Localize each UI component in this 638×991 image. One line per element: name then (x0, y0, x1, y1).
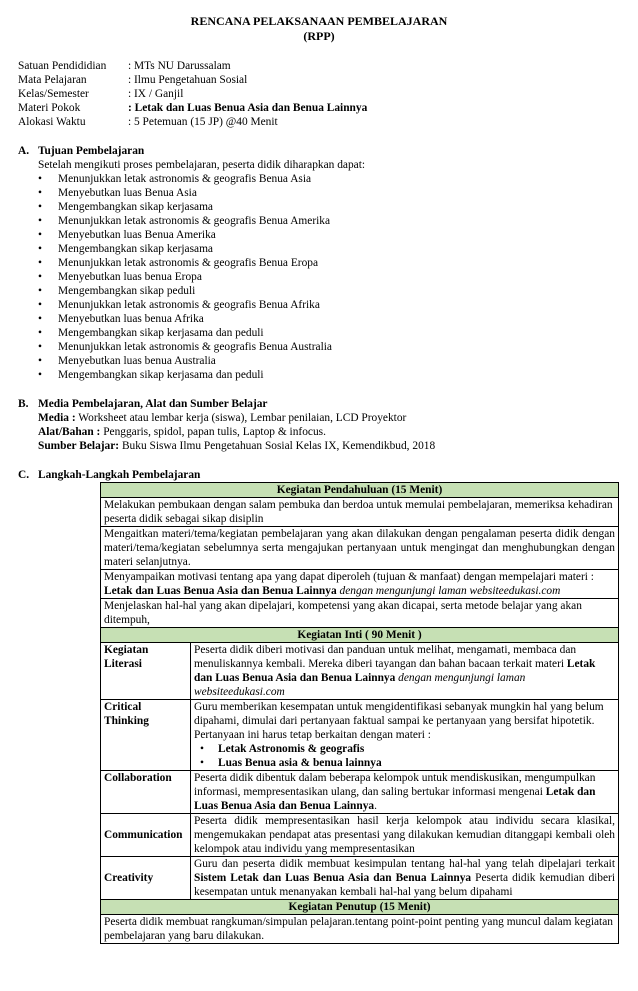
cell-text: Guru dan peserta didik membuat kesimpulan tentang hal-hal yang telah dipelajari terkait (194, 858, 615, 870)
media-label: Media : (38, 412, 76, 424)
sumber-label: Sumber Belajar: (38, 440, 120, 452)
cell-text: Peserta didik diberi motivasi dan panduan untuk melihat, mengamati, membaca dan menuliskannya kembali. Mereka diberi tayangan dan bahan bacaan terkait materi (194, 644, 577, 670)
table-row (101, 900, 619, 915)
info-value: : 5 Petemuan (15 JP) @40 Menit (128, 116, 278, 128)
info-row (18, 101, 620, 115)
list-item: • Menyebutkan luas benua Afrika (58, 312, 620, 326)
info-label: Satuan Pendididian (18, 60, 107, 72)
list-item: • Mengembangkan sikap kerjasama dan peduli (58, 368, 620, 382)
table-row (101, 628, 619, 643)
cell-text: Guru memberikan kesempatan untuk mengidentifikasi sebanyak mungkin hal yang belum dipahami, dimulai dari pertanyaan faktual sampai ke pertanyaan yang bersifat hipotetik. Pertanyaan ini harus tetap berkaitan dengan materi : (194, 701, 604, 741)
cell-topic: Letak dan Luas Benua Asia dan Benua Lainnya (194, 786, 596, 812)
list-item: • Menyebutkan luas benua Eropa (58, 270, 620, 284)
label-line: Kegiatan (104, 644, 149, 656)
list-item: • Menyebutkan luas Benua Asia (58, 186, 620, 200)
table-cell: Mengaitkan materi/tema/kegiatan pembelajaran yang akan dilakukan dengan pengalaman peserta didik dengan materi/tema/kegiatan sebelumnya serta mengajukan pertanyaan untuk mengingat dan menghubungkan dengan materi selanjutnya. (101, 527, 619, 570)
list-item: • Menunjukkan letak astronomis & geografis Benua Asia (58, 172, 620, 186)
row-label-literasi (101, 643, 191, 700)
row-label-critical (101, 700, 191, 771)
table-row (101, 483, 619, 498)
info-row (18, 59, 620, 73)
objective-list (18, 172, 620, 382)
list-item: • Menyebutkan luas benua Australia (58, 354, 620, 368)
table-row (101, 643, 619, 700)
section-langkah (18, 468, 620, 944)
table-cell: Peserta didik mempresentasikan hasil kerja kelompok atau individu secara klasikal, mengemukakan pendapat atas presentasi yang dilakukan kemudian ditanggapi kembali oleh kelompok atau individu yang mempresentasikan (191, 814, 619, 857)
cell-text: . (374, 800, 377, 812)
cell-topic: Sistem Letak dan Luas Benua Asia dan Benua Lainnya (194, 872, 472, 884)
table-row (101, 599, 619, 628)
table-row (101, 570, 619, 599)
section-title: Media Pembelajaran, Alat dan Sumber Belajar (38, 398, 268, 410)
table-row (101, 771, 619, 814)
list-item: • Menunjukkan letak astronomis & geografis Benua Afrika (58, 298, 620, 312)
info-label: Alokasi Waktu (18, 116, 86, 128)
cell-link-text: dengan mengunjungi laman websiteedukasi.com (194, 672, 526, 698)
list-item: • Menunjukkan letak astronomis & geografis Benua Eropa (58, 256, 620, 270)
steps-table (100, 482, 619, 944)
list-item: • Mengembangkan sikap peduli (58, 284, 620, 298)
info-label: Mata Pelajaran (18, 74, 87, 86)
table-row (101, 857, 619, 900)
cell-topic: Letak dan Luas Benua Asia dan Benua Lainnya (104, 585, 337, 597)
row-label-communication: Communication (101, 814, 191, 857)
table-cell (191, 643, 619, 700)
table-cell (191, 857, 619, 900)
table-row (101, 700, 619, 771)
table-cell: Peserta didik membuat rangkuman/simpulan pelajaran.tentang point-point penting yang muncul dalam kegiatan pembelajaran yang baru dilakukan. (101, 915, 619, 944)
document-subtitle: (RPP) (303, 29, 335, 43)
document-title: RENCANA PELAKSANAAN PEMBELAJARAN (190, 14, 448, 28)
row-label-creativity: Creativity (101, 857, 191, 900)
band-penutup: Kegiatan Penutup (15 Menit) (101, 900, 619, 915)
table-row (101, 527, 619, 570)
info-value: : Letak dan Luas Benua Asia dan Benua Lainnya (128, 102, 368, 114)
identity-block (18, 59, 620, 129)
table-cell: Melakukan pembukaan dengan salam pembuka dan berdoa untuk memulai pembelajaran, memeriksa kehadiran peserta didik sebagai sikap disiplin (101, 498, 619, 527)
cell-text: Menyampaikan motivasi tentang apa yang dapat diperoleh (tujuan & manfaat) dengan mempelajari materi : (104, 571, 594, 583)
section-heading (18, 397, 620, 411)
info-value: : IX / Ganjil (128, 88, 184, 100)
cell-text: Peserta didik dibentuk dalam beberapa kelompok untuk mendiskusikan, mengumpulkan informasi, mempresentasikan ulang, dan saling bertukar informasi mengenai (194, 772, 596, 798)
section-heading (18, 468, 620, 482)
label-line: Literasi (104, 658, 142, 670)
sumber-value: Buku Siswa Ilmu Pengetahuan Sosial Kelas IX, Kemendikbud, 2018 (119, 440, 436, 452)
cell-link-text: dengan mengunjungi laman websiteedukasi.com (336, 585, 561, 597)
table-cell (191, 771, 619, 814)
list-item: • Menunjukkan letak astronomis & geografis Benua Australia (58, 340, 620, 354)
row-label-collaboration: Collaboration (101, 771, 191, 814)
list-item: • Menyebutkan luas Benua Amerika (58, 228, 620, 242)
section-title: Langkah-Langkah Pembelajaran (38, 469, 201, 481)
band-pendahuluan: Kegiatan Pendahuluan (15 Menit) (101, 483, 619, 498)
table-row (101, 498, 619, 527)
band-inti: Kegiatan Inti ( 90 Menit ) (101, 628, 619, 643)
section-title: Tujuan Pembelajaran (38, 145, 145, 157)
alat-value: Penggaris, spidol, papan tulis, Laptop & infocus. (100, 426, 326, 438)
info-label: Kelas/Semester (18, 88, 89, 100)
section-intro: Setelah mengikuti proses pembelajaran, peserta didik diharapkan dapat: (38, 159, 366, 171)
info-label: Materi Pokok (18, 102, 81, 114)
media-line (18, 411, 620, 425)
media-value: Worksheet atau lembar kerja (siswa), Lembar penilaian, LCD Proyektor (75, 412, 407, 424)
list-item: • Letak Astronomis & geografis (218, 742, 615, 756)
section-media (18, 397, 620, 453)
section-letter: B. (18, 398, 29, 410)
table-cell (101, 570, 619, 599)
section-letter: A. (18, 145, 30, 157)
critical-list (194, 742, 615, 770)
info-row (18, 73, 620, 87)
info-row (18, 115, 620, 129)
cell-topic: Letak dan Luas Benua Asia dan Benua Lainnya (194, 658, 596, 684)
section-letter: C. (18, 469, 30, 481)
list-item: • Menunjukkan letak astronomis & geografis Benua Amerika (58, 214, 620, 228)
info-row (18, 87, 620, 101)
label-line: Critical (104, 701, 142, 713)
list-item: • Mengembangkan sikap kerjasama dan peduli (58, 326, 620, 340)
list-item: • Mengembangkan sikap kerjasama (58, 200, 620, 214)
table-row (101, 915, 619, 944)
section-heading (18, 144, 620, 158)
alat-label: Alat/Bahan : (38, 426, 101, 438)
alat-line (18, 425, 620, 439)
list-item: • Luas Benua asia & benua lainnya (218, 756, 615, 770)
label-line: Thinking (104, 715, 149, 727)
list-item: • Mengembangkan sikap kerjasama (58, 242, 620, 256)
table-cell: Menjelaskan hal-hal yang akan dipelajari, kompetensi yang akan dicapai, serta metode belajar yang akan ditempuh, (101, 599, 619, 628)
sumber-line (18, 439, 620, 453)
cell-text: Peserta didik kemudian diberi kesempatan untuk menanyakan kembali hal-hal yang belum dipahami (194, 872, 616, 898)
info-value: : MTs NU Darussalam (128, 60, 231, 72)
table-row (101, 814, 619, 857)
section-tujuan (18, 144, 620, 382)
table-cell (191, 700, 619, 771)
info-value: : Ilmu Pengetahuan Sosial (128, 74, 248, 86)
